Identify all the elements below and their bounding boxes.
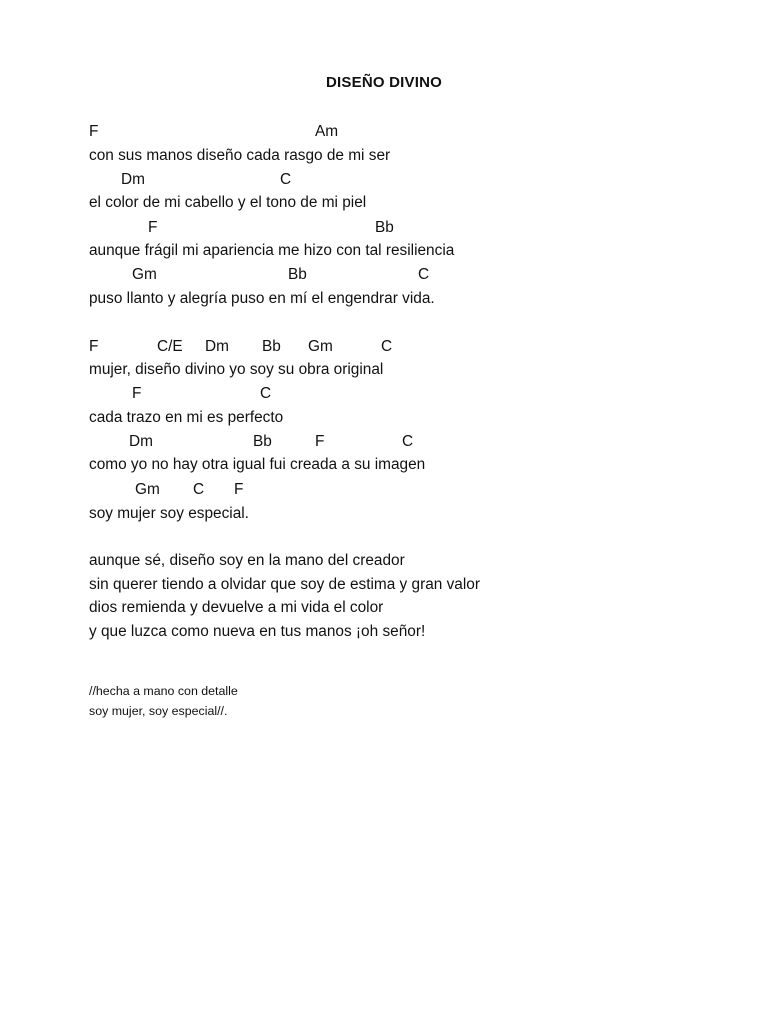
chord: C [260,385,272,402]
lyric-line: aunque sé, diseño soy en la mano del creador [89,552,405,569]
chord: C [381,338,393,355]
chord: F [315,433,325,450]
lyric-line: puso llanto y alegría puso en mí el engendrar vida. [89,290,435,307]
chord: Dm [121,171,145,188]
chord: C/E [157,338,183,355]
lyric-line: cada trazo en mi es perfecto [89,409,284,426]
lyric-line: y que luzca como nueva en tus manos ¡oh señor! [89,623,426,640]
lyric-line: mujer, diseño divino yo soy su obra original [89,361,384,378]
chord: Gm [132,266,157,283]
chord: F [234,481,244,498]
lyric-line: soy mujer soy especial. [89,505,249,522]
chord: C [193,481,205,498]
chord: Bb [288,266,307,283]
chord: Gm [308,338,333,355]
chord: C [280,171,292,188]
chord: F [89,338,99,355]
chord: F [132,385,142,402]
lyric-line: el color de mi cabello y el tono de mi piel [89,194,367,211]
lyric-line: aunque frágil mi apariencia me hizo con tal resiliencia [89,242,455,259]
chord: Dm [205,338,229,355]
outro-line: soy mujer, soy especial//. [89,704,228,718]
chord: Gm [135,481,160,498]
song-title: DISEÑO DIVINO [326,74,442,91]
lyric-line: con sus manos diseño cada rasgo de mi ser [89,147,391,164]
lyric-line: como yo no hay otra igual fui creada a su imagen [89,456,426,473]
chord: Dm [129,433,153,450]
chord: F [89,123,99,140]
chord: C [402,433,414,450]
chord: F [148,219,158,236]
chord: C [418,266,430,283]
chord: Am [315,123,339,140]
chord: Bb [253,433,272,450]
lyric-line: dios remienda y devuelve a mi vida el color [89,599,384,616]
outro-line: //hecha a mano con detalle [89,684,238,698]
chord: Bb [262,338,281,355]
chord: Bb [375,219,394,236]
lyric-line: sin querer tiendo a olvidar que soy de estima y gran valor [89,576,480,593]
